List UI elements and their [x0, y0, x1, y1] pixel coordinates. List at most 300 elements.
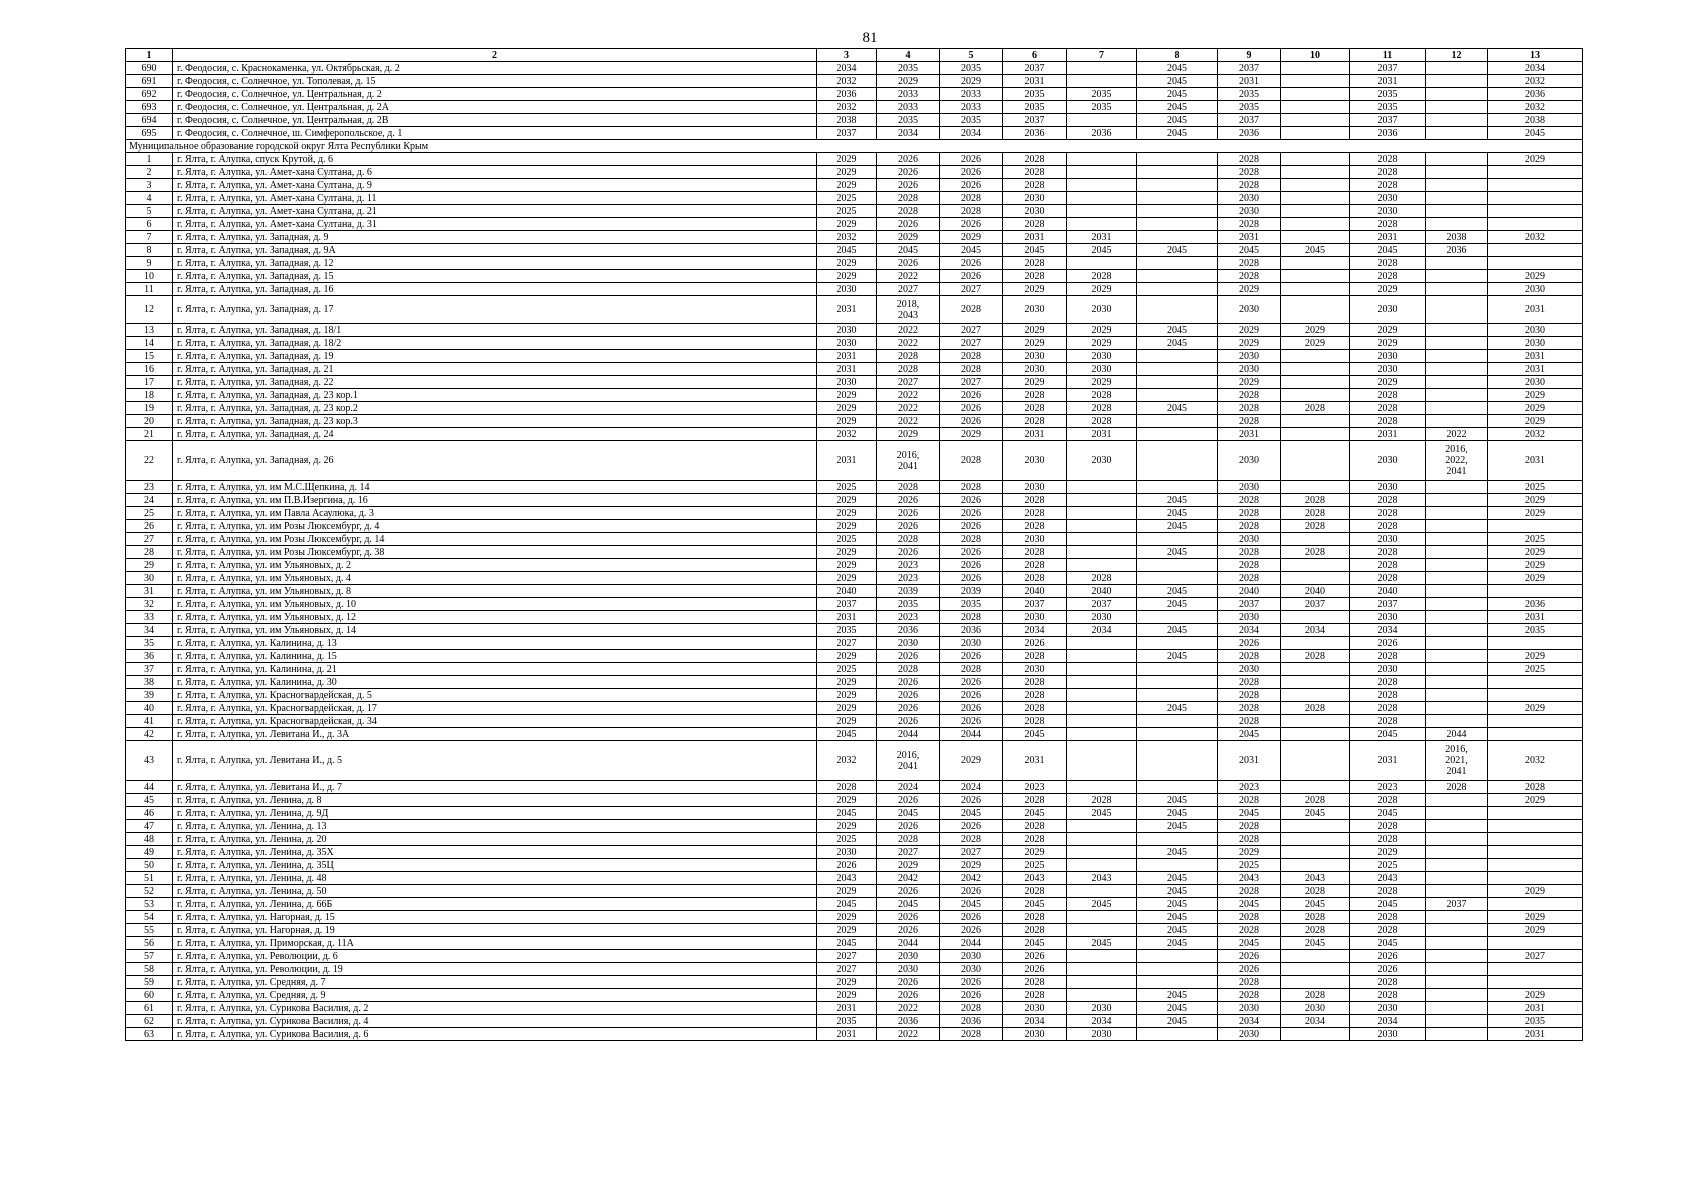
year-cell	[1281, 715, 1350, 728]
year-cell	[1426, 389, 1488, 402]
table-row	[126, 976, 1583, 989]
year-cell: 2030	[1218, 663, 1281, 676]
year-cell: 2044	[1426, 728, 1488, 741]
year-cell: 2022	[877, 402, 940, 415]
year-cell: 2028	[1350, 794, 1426, 807]
year-cell	[1426, 794, 1488, 807]
year-cell: 2029	[817, 572, 877, 585]
address-cell: г. Ялта, г. Алупка, ул. Красногвардейская, д. 5	[173, 689, 817, 702]
address-cell: г. Ялта, г. Алупка, ул. им Розы Люксембург, д. 14	[173, 533, 817, 546]
year-cell: 2028	[1218, 153, 1281, 166]
year-cell: 2035	[1350, 101, 1426, 114]
year-cell: 2036	[1350, 127, 1426, 140]
year-cell	[1137, 389, 1218, 402]
year-cell	[1137, 376, 1218, 389]
year-cell: 2030	[1350, 205, 1426, 218]
year-cell: 2045	[1003, 937, 1067, 950]
table-row	[126, 296, 1583, 324]
year-cell	[1281, 283, 1350, 296]
year-cell: 2042	[940, 872, 1003, 885]
year-cell: 2033	[940, 88, 1003, 101]
year-cell: 2032	[1488, 428, 1583, 441]
year-cell	[1281, 611, 1350, 624]
year-cell: 2029	[817, 270, 877, 283]
year-cell: 2045	[1137, 898, 1218, 911]
year-cell: 2028	[1067, 402, 1137, 415]
year-cell	[1426, 859, 1488, 872]
year-cell: 2028	[940, 441, 1003, 481]
row-number-cell: 5	[126, 205, 173, 218]
year-cell	[1067, 663, 1137, 676]
year-cell: 2026	[877, 911, 940, 924]
table-row	[126, 415, 1583, 428]
year-cell: 2031	[817, 441, 877, 481]
table-row	[126, 337, 1583, 350]
address-cell: г. Ялта, г. Алупка, спуск Крутой, д. 6	[173, 153, 817, 166]
year-cell	[1137, 715, 1218, 728]
year-cell: 2032	[1488, 231, 1583, 244]
year-cell	[1067, 924, 1137, 937]
year-cell: 2028	[1350, 153, 1426, 166]
year-cell	[1067, 62, 1137, 75]
year-cell: 2030	[1218, 1028, 1281, 1041]
year-cell: 2028	[1350, 270, 1426, 283]
year-cell: 2030	[817, 846, 877, 859]
row-number-cell: 55	[126, 924, 173, 937]
year-cell: 2025	[1350, 859, 1426, 872]
table-row	[126, 689, 1583, 702]
year-cell: 2031	[817, 363, 877, 376]
year-cell: 2029	[1488, 153, 1583, 166]
year-cell: 2030	[1003, 363, 1067, 376]
year-cell: 2028	[940, 533, 1003, 546]
year-cell: 2027	[940, 324, 1003, 337]
year-cell: 2031	[1218, 75, 1281, 88]
table-row	[126, 520, 1583, 533]
year-cell: 2029	[1281, 324, 1350, 337]
year-cell: 2029	[1488, 270, 1583, 283]
year-cell: 2036	[1488, 598, 1583, 611]
year-cell	[1426, 1002, 1488, 1015]
table-row	[126, 911, 1583, 924]
year-cell: 2026	[877, 976, 940, 989]
table-row	[126, 559, 1583, 572]
year-cell	[1281, 481, 1350, 494]
column-header: 3	[817, 49, 877, 62]
year-cell: 2029	[1350, 846, 1426, 859]
row-number-cell: 42	[126, 728, 173, 741]
year-cell	[1281, 114, 1350, 127]
year-cell: 2028	[1218, 389, 1281, 402]
row-number-cell: 45	[126, 794, 173, 807]
year-cell	[1137, 728, 1218, 741]
year-cell: 2028	[1350, 885, 1426, 898]
year-cell	[1281, 376, 1350, 389]
year-cell: 2029	[1488, 989, 1583, 1002]
table-row	[126, 715, 1583, 728]
year-cell	[1426, 101, 1488, 114]
year-cell: 2035	[1067, 88, 1137, 101]
year-cell: 2028	[1003, 689, 1067, 702]
table-row	[126, 728, 1583, 741]
row-number-cell: 694	[126, 114, 173, 127]
table-row	[126, 244, 1583, 257]
year-cell: 2028	[1003, 270, 1067, 283]
year-cell: 2028	[940, 663, 1003, 676]
year-cell	[1281, 559, 1350, 572]
address-cell: г. Ялта, г. Алупка, ул. им Ульяновых, д. 8	[173, 585, 817, 598]
year-cell: 2034	[1350, 1015, 1426, 1028]
year-cell: 2028	[877, 663, 940, 676]
year-cell: 2037	[1003, 598, 1067, 611]
year-cell: 2026	[940, 794, 1003, 807]
year-cell: 2045	[1350, 807, 1426, 820]
year-cell: 2035	[1003, 88, 1067, 101]
year-cell: 2035	[940, 598, 1003, 611]
year-cell: 2045	[1067, 807, 1137, 820]
year-cell: 2028	[1003, 715, 1067, 728]
year-cell	[1137, 963, 1218, 976]
year-cell: 2028	[1003, 218, 1067, 231]
year-cell: 2029	[817, 650, 877, 663]
address-cell: г. Ялта, г. Алупка, ул. Калинина, д. 30	[173, 676, 817, 689]
year-cell	[1488, 166, 1583, 179]
year-cell: 2026	[877, 989, 940, 1002]
year-cell	[1426, 376, 1488, 389]
year-cell	[1426, 1028, 1488, 1041]
year-cell: 2028	[1281, 911, 1350, 924]
year-cell	[1426, 650, 1488, 663]
year-cell: 2023	[877, 611, 940, 624]
year-cell: 2045	[877, 898, 940, 911]
year-cell: 2045	[1137, 337, 1218, 350]
year-cell: 2045	[1137, 1015, 1218, 1028]
year-cell: 2034	[940, 127, 1003, 140]
year-cell	[1137, 153, 1218, 166]
address-cell: г. Ялта, г. Алупка, ул. им Павла Асаулюка, д. 3	[173, 507, 817, 520]
year-cell	[1488, 833, 1583, 846]
year-cell: 2029	[817, 153, 877, 166]
year-cell: 2045	[1137, 520, 1218, 533]
year-cell: 2029	[1218, 283, 1281, 296]
column-header: 1	[126, 49, 173, 62]
address-cell: г. Ялта, г. Алупка, ул. Западная, д. 16	[173, 283, 817, 296]
year-cell: 2025	[817, 481, 877, 494]
year-cell: 2025	[817, 533, 877, 546]
year-cell: 2029	[1488, 885, 1583, 898]
year-cell: 2035	[940, 62, 1003, 75]
year-cell: 2028	[1488, 781, 1583, 794]
year-cell: 2045	[1067, 937, 1137, 950]
year-cell: 2028	[940, 192, 1003, 205]
year-cell: 2037	[1350, 62, 1426, 75]
year-cell	[1067, 728, 1137, 741]
year-cell: 2037	[1003, 114, 1067, 127]
year-cell	[1426, 127, 1488, 140]
year-cell: 2022	[877, 415, 940, 428]
year-cell: 2045	[1137, 911, 1218, 924]
table-row	[126, 363, 1583, 376]
year-cell	[1281, 88, 1350, 101]
year-cell: 2028	[1218, 702, 1281, 715]
year-cell: 2028	[877, 350, 940, 363]
year-cell: 2040	[1003, 585, 1067, 598]
row-number-cell: 29	[126, 559, 173, 572]
address-cell: г. Ялта, г. Алупка, ул. Западная, д. 22	[173, 376, 817, 389]
year-cell: 2023	[1218, 781, 1281, 794]
year-cell: 2026	[1218, 950, 1281, 963]
year-cell: 2026	[940, 820, 1003, 833]
year-cell: 2043	[1350, 872, 1426, 885]
year-cell: 2028	[1350, 389, 1426, 402]
year-cell	[1426, 192, 1488, 205]
year-cell: 2028	[1281, 494, 1350, 507]
year-cell	[1488, 179, 1583, 192]
year-cell: 2022	[877, 1002, 940, 1015]
year-cell: 2044	[940, 937, 1003, 950]
address-cell: г. Ялта, г. Алупка, ул. Сурикова Василия, д. 2	[173, 1002, 817, 1015]
table-row	[126, 1015, 1583, 1028]
year-cell: 2029	[1488, 559, 1583, 572]
year-cell: 2028	[817, 781, 877, 794]
table-row	[126, 1028, 1583, 1041]
year-cell	[1426, 598, 1488, 611]
year-cell: 2030	[1218, 296, 1281, 324]
year-cell: 2034	[1218, 624, 1281, 637]
year-cell: 2030	[877, 950, 940, 963]
year-cell: 2045	[1137, 244, 1218, 257]
year-cell	[1426, 624, 1488, 637]
row-number-cell: 32	[126, 598, 173, 611]
year-cell: 2025	[1488, 533, 1583, 546]
table-row	[126, 846, 1583, 859]
year-cell: 2026	[940, 257, 1003, 270]
address-cell: г. Ялта, г. Алупка, ул. Западная, д. 18/1	[173, 324, 817, 337]
year-cell	[1426, 481, 1488, 494]
table-row	[126, 481, 1583, 494]
year-cell: 2028	[1218, 650, 1281, 663]
year-cell	[1426, 153, 1488, 166]
year-cell: 2026	[1003, 637, 1067, 650]
table-row	[126, 389, 1583, 402]
table-row	[126, 1002, 1583, 1015]
year-cell: 2026	[1003, 963, 1067, 976]
year-cell	[1137, 441, 1218, 481]
year-cell: 2023	[877, 572, 940, 585]
year-cell: 2028	[1350, 166, 1426, 179]
address-cell: г. Ялта, г. Алупка, ул. Революции, д. 6	[173, 950, 817, 963]
year-cell: 2045	[1137, 324, 1218, 337]
address-cell: г. Ялта, г. Алупка, ул. им Ульяновых, д. 4	[173, 572, 817, 585]
row-number-cell: 46	[126, 807, 173, 820]
year-cell: 2029	[1218, 324, 1281, 337]
year-cell	[1281, 533, 1350, 546]
year-cell: 2045	[817, 728, 877, 741]
year-cell	[1067, 715, 1137, 728]
address-cell: г. Ялта, г. Алупка, ул. Левитана И., д. 3А	[173, 728, 817, 741]
year-cell: 2016, 2041	[877, 441, 940, 481]
table-row	[126, 637, 1583, 650]
row-number-cell: 58	[126, 963, 173, 976]
year-cell: 2029	[817, 507, 877, 520]
year-cell: 2030	[1067, 363, 1137, 376]
year-cell: 2043	[1218, 872, 1281, 885]
table-row	[126, 283, 1583, 296]
year-cell: 2029	[817, 715, 877, 728]
year-cell: 2031	[1488, 296, 1583, 324]
year-cell: 2035	[877, 598, 940, 611]
year-cell: 2030	[1003, 205, 1067, 218]
year-cell: 2026	[940, 911, 1003, 924]
year-cell	[1137, 676, 1218, 689]
year-cell	[1137, 218, 1218, 231]
year-cell: 2029	[817, 820, 877, 833]
year-cell: 2026	[877, 820, 940, 833]
address-cell: г. Ялта, г. Алупка, ул. Сурикова Василия, д. 4	[173, 1015, 817, 1028]
year-cell	[1281, 363, 1350, 376]
year-cell: 2030	[1003, 350, 1067, 363]
row-number-cell: 10	[126, 270, 173, 283]
column-header: 10	[1281, 49, 1350, 62]
year-cell: 2044	[940, 728, 1003, 741]
year-cell: 2028	[1003, 989, 1067, 1002]
year-cell	[1488, 520, 1583, 533]
year-cell: 2028	[1350, 833, 1426, 846]
row-number-cell: 26	[126, 520, 173, 533]
year-cell: 2031	[1003, 75, 1067, 88]
year-cell: 2032	[817, 231, 877, 244]
year-cell: 2028	[1350, 820, 1426, 833]
year-cell: 2028	[1218, 820, 1281, 833]
year-cell: 2035	[1067, 101, 1137, 114]
year-cell: 2028	[1281, 794, 1350, 807]
year-cell	[1281, 179, 1350, 192]
year-cell	[1426, 494, 1488, 507]
row-number-cell: 43	[126, 741, 173, 781]
year-cell	[1426, 572, 1488, 585]
year-cell: 2029	[1488, 415, 1583, 428]
year-cell: 2026	[940, 270, 1003, 283]
year-cell: 2028	[1350, 179, 1426, 192]
address-cell: г. Феодосия, с. Солнечное, ул. Центральная, д. 2	[173, 88, 817, 101]
year-cell: 2036	[817, 88, 877, 101]
year-cell: 2029	[940, 741, 1003, 781]
year-cell: 2028	[1218, 715, 1281, 728]
row-number-cell: 41	[126, 715, 173, 728]
year-cell	[1281, 231, 1350, 244]
year-cell: 2045	[1003, 244, 1067, 257]
year-cell: 2025	[1218, 859, 1281, 872]
address-cell: г. Ялта, г. Алупка, ул. Сурикова Василия, д. 6	[173, 1028, 817, 1041]
year-cell	[1067, 702, 1137, 715]
year-cell: 2029	[1218, 337, 1281, 350]
year-cell: 2026	[877, 676, 940, 689]
address-cell: г. Феодосия, с. Солнечное, ул. Центральная, д. 2В	[173, 114, 817, 127]
year-cell	[1137, 976, 1218, 989]
year-cell	[1426, 114, 1488, 127]
table-row	[126, 950, 1583, 963]
year-cell: 2030	[1003, 533, 1067, 546]
table-row	[126, 270, 1583, 283]
address-cell: г. Ялта, г. Алупка, ул. Западная, д. 9А	[173, 244, 817, 257]
year-cell	[1281, 153, 1350, 166]
year-cell: 2033	[877, 88, 940, 101]
year-cell	[1426, 88, 1488, 101]
year-cell	[1488, 192, 1583, 205]
year-cell: 2045	[1281, 807, 1350, 820]
row-number-cell: 24	[126, 494, 173, 507]
year-cell: 2029	[1488, 911, 1583, 924]
year-cell	[1281, 572, 1350, 585]
year-cell: 2028	[1003, 507, 1067, 520]
row-number-cell: 2	[126, 166, 173, 179]
table-row	[126, 231, 1583, 244]
year-cell: 2028	[1350, 257, 1426, 270]
year-cell: 2029	[1488, 494, 1583, 507]
year-cell: 2026	[1350, 963, 1426, 976]
year-cell: 2030	[1003, 192, 1067, 205]
year-cell: 2030	[1488, 337, 1583, 350]
year-cell: 2029	[1488, 572, 1583, 585]
year-cell	[1426, 507, 1488, 520]
year-cell	[1067, 546, 1137, 559]
table-row	[126, 179, 1583, 192]
year-cell	[1067, 559, 1137, 572]
year-cell: 2025	[817, 833, 877, 846]
year-cell: 2028	[1218, 572, 1281, 585]
year-cell	[1067, 781, 1137, 794]
row-number-cell: 47	[126, 820, 173, 833]
year-cell	[1067, 989, 1137, 1002]
year-cell: 2034	[1003, 1015, 1067, 1028]
year-cell: 2045	[1218, 728, 1281, 741]
year-cell: 2045	[1137, 598, 1218, 611]
year-cell: 2045	[1137, 794, 1218, 807]
year-cell: 2045	[877, 807, 940, 820]
year-cell: 2045	[1137, 494, 1218, 507]
year-cell	[1067, 533, 1137, 546]
year-cell: 2037	[1350, 114, 1426, 127]
year-cell: 2028	[940, 205, 1003, 218]
year-cell: 2028	[1218, 179, 1281, 192]
year-cell: 2030	[1350, 663, 1426, 676]
year-cell: 2028	[1350, 924, 1426, 937]
year-cell	[1067, 481, 1137, 494]
year-cell: 2028	[877, 481, 940, 494]
year-cell: 2028	[1350, 650, 1426, 663]
year-cell	[1488, 244, 1583, 257]
year-cell: 2029	[817, 924, 877, 937]
year-cell: 2030	[1218, 1002, 1281, 1015]
year-cell: 2029	[1488, 924, 1583, 937]
year-cell: 2028	[1003, 166, 1067, 179]
year-cell: 2027	[940, 283, 1003, 296]
year-cell	[1426, 872, 1488, 885]
year-cell	[1281, 296, 1350, 324]
column-header: 12	[1426, 49, 1488, 62]
table-row	[126, 650, 1583, 663]
year-cell	[1067, 507, 1137, 520]
year-cell: 2029	[1350, 376, 1426, 389]
year-cell: 2028	[1218, 507, 1281, 520]
year-cell: 2029	[1003, 324, 1067, 337]
year-cell: 2045	[1137, 702, 1218, 715]
year-cell	[1426, 989, 1488, 1002]
row-number-cell: 39	[126, 689, 173, 702]
year-cell: 2029	[1488, 546, 1583, 559]
year-cell: 2030	[1218, 350, 1281, 363]
year-cell: 2045	[1137, 88, 1218, 101]
